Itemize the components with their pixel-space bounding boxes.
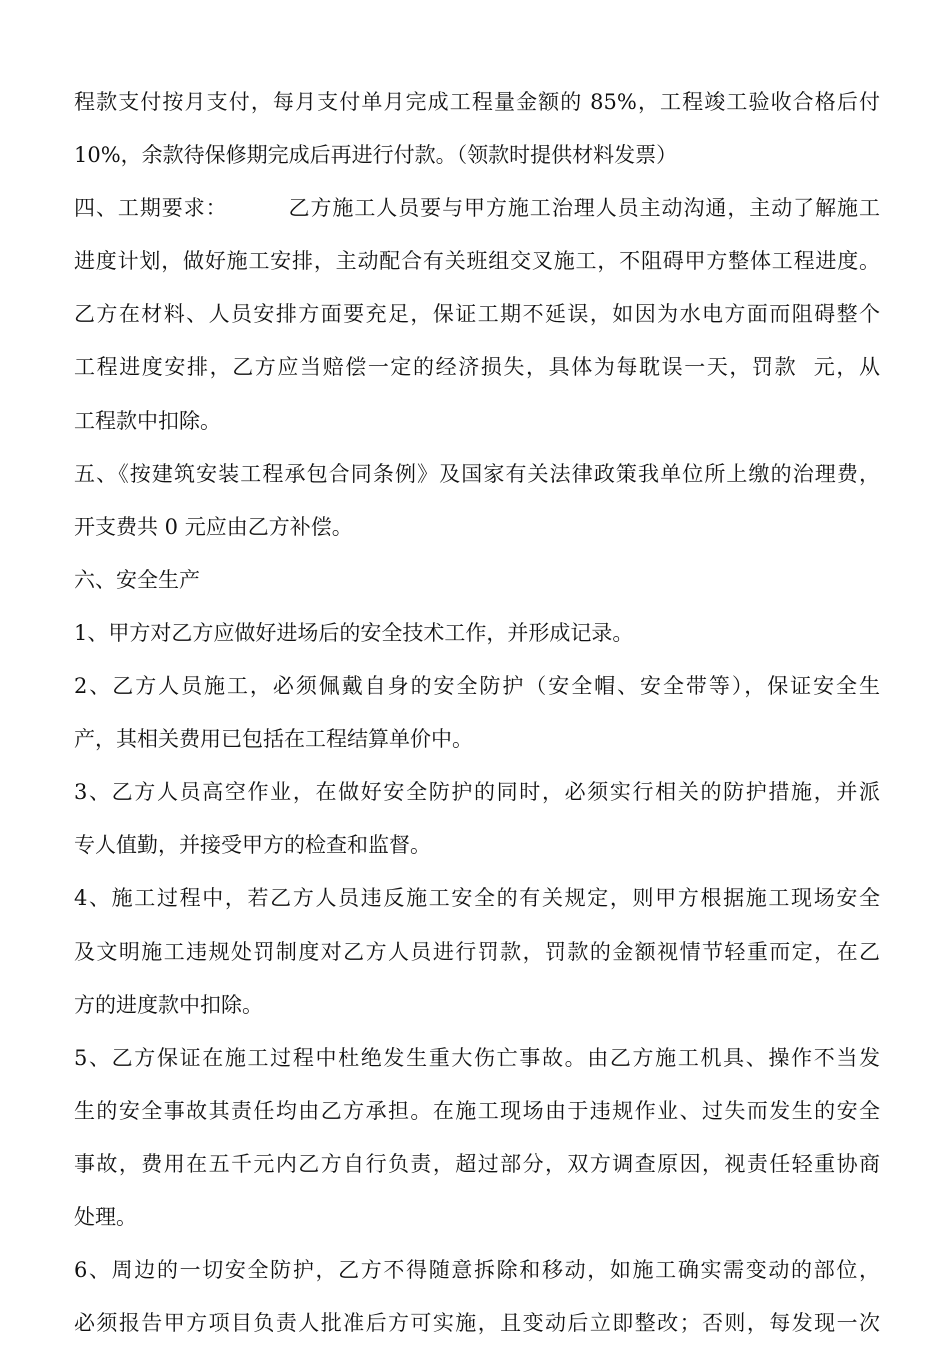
- section-4-heading-line: 四、工期要求： 乙方施工人员要与甲方施工治理人员主动沟通，主动了解施工: [74, 196, 880, 221]
- text-line-5: 乙方在材料、人员安排方面要充足，保证工期不延误，如因为水电方面而阻碍整个: [74, 302, 880, 327]
- clause-6-line-2: 必须报告甲方项目负责人批准后方可实施，且变动后立即整改；否则，每发现一次: [74, 1311, 880, 1336]
- clause-1-line: 1、甲方对乙方应做好进场后的安全技术工作，并形成记录。: [74, 620, 634, 645]
- clause-4-line-1: 4、施工过程中，若乙方人员违反施工安全的有关规定，则甲方根据施工现场安全: [74, 886, 880, 911]
- clause-5-line-1: 5、乙方保证在施工过程中杜绝发生重大伤亡事故。由乙方施工机具、操作不当发: [74, 1045, 880, 1070]
- clause-4-line-2: 及文明施工违规处罚制度对乙方人员进行罚款，罚款的金额视情节轻重而定，在乙: [74, 939, 880, 964]
- text-line-7: 工程款中扣除。: [74, 408, 221, 433]
- contract-text-body: [74, 76, 880, 1350]
- text-line-4: 进度计划，做好施工安排，主动配合有关班组交叉施工，不阻碍甲方整体工程进度。: [74, 249, 880, 274]
- text-line-9: 开支费共 0 元应由乙方补偿。: [74, 514, 353, 539]
- clause-5-line-2: 生的安全事故其责任均由乙方承担。在施工现场由于违规作业、过失而发生的安全: [74, 1098, 880, 1123]
- clause-3-line-1: 3、乙方人员高空作业，在做好安全防护的同时，必须实行相关的防护措施，并派: [74, 780, 880, 805]
- text-line-6: 工程进度安排，乙方应当赔偿一定的经济损失，具体为每耽误一天，罚款 元，从: [74, 355, 880, 380]
- clause-3-line-2: 专人值勤，并接受甲方的检查和监督。: [74, 833, 431, 858]
- text-line-1: 程款支付按月支付，每月支付单月完成工程量金额的 85%，工程竣工验收合格后付: [74, 90, 880, 114]
- clause-4-line-3: 方的进度款中扣除。: [74, 992, 263, 1017]
- clause-5-line-4: 处理。: [74, 1204, 137, 1229]
- clause-2-line-2: 产，其相关费用已包括在工程结算单价中。: [74, 727, 473, 752]
- clause-5-line-3: 事故，费用在五千元内乙方自行负责，超过部分，双方调查原因，视责任轻重协商: [74, 1151, 880, 1176]
- text-line-2: 10%，余款待保修期完成后再进行付款。（领款时提供材料发票）: [74, 143, 678, 168]
- clause-2-line-1: 2、乙方人员施工，必须佩戴自身的安全防护（安全帽、安全带等），保证安全生: [74, 674, 880, 699]
- section-6-heading: 六、安全生产: [74, 567, 200, 592]
- section-5-heading-line: 五、《按建筑安装工程承包合同条例》及国家有关法律政策我单位所上缴的治理费，: [74, 461, 880, 486]
- clause-6-line-1: 6、周边的一切安全防护，乙方不得随意拆除和移动，如施工确实需变动的部位，: [74, 1258, 880, 1283]
